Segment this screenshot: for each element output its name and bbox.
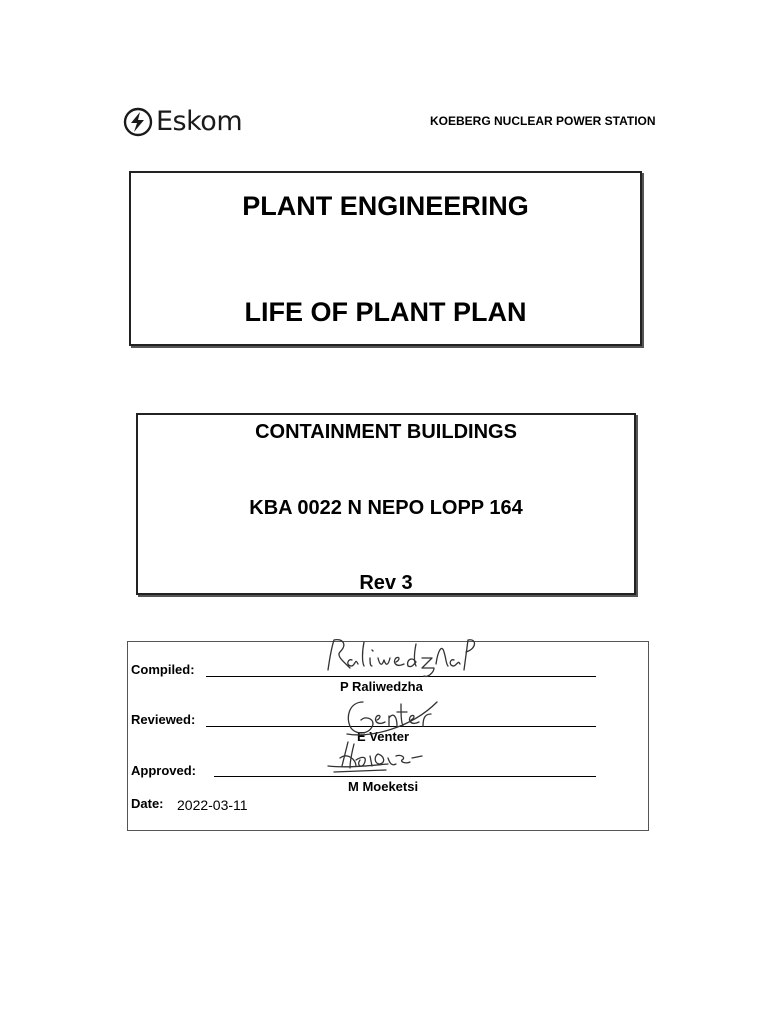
- station-name: KOEBERG NUCLEAR POWER STATION: [430, 114, 656, 128]
- document-number: KBA 0022 N NEPO LOPP 164: [249, 497, 523, 519]
- compiled-signature: [318, 636, 478, 680]
- compiled-label: Compiled:: [131, 662, 195, 677]
- document-type-title: LIFE OF PLANT PLAN: [244, 297, 527, 327]
- reviewed-name: E Venter: [357, 729, 410, 744]
- date-value: 2022-03-11: [177, 797, 248, 813]
- eskom-logo-icon: [123, 107, 153, 137]
- approved-signature: [326, 738, 426, 778]
- approved-name: M Moeketsi: [348, 779, 419, 794]
- department-title: PLANT ENGINEERING: [242, 191, 529, 221]
- reviewed-signature: [341, 694, 441, 740]
- approved-label: Approved:: [131, 763, 196, 778]
- signoff-box: [127, 641, 649, 831]
- document-info-box: [136, 413, 636, 595]
- reviewed-label: Reviewed:: [131, 712, 196, 727]
- subject-title: CONTAINMENT BUILDINGS: [255, 421, 517, 443]
- logo-wordmark: Eskom: [156, 106, 243, 137]
- date-label: Date:: [131, 796, 164, 811]
- eskom-logo: [123, 106, 242, 138]
- revision: Rev 3: [359, 572, 413, 594]
- title-box: [129, 171, 642, 346]
- compiled-name: P Raliwedzha: [340, 679, 423, 694]
